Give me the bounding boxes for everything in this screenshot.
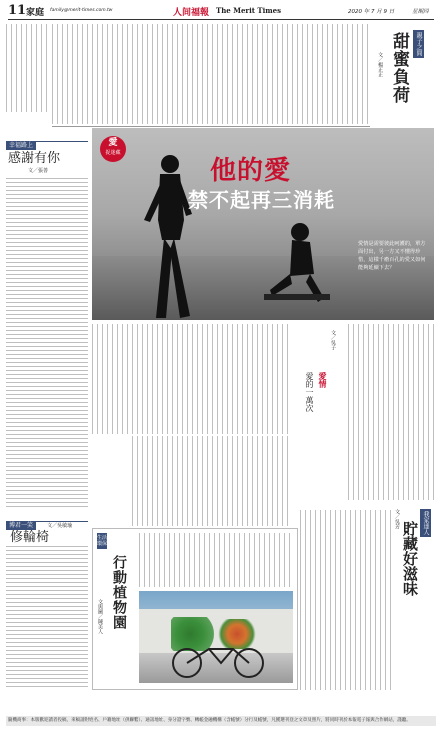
plant-feature-author: 文與圖／陳美人 (97, 599, 103, 634)
left-article-body (6, 178, 88, 508)
feature-badge (100, 136, 126, 162)
feature-photo (92, 128, 434, 320)
footer-notice: 隨機商事：本版歡迎讀者投稿，來稿請附姓名、戶籍地址（供聯繫）、通訊地址、身分證字號、轉帳金融機構（含帳號）分行及帳號，凡獲選刊登之文章及照片，將同時刊於本報電子報與合作網站，謹聽。 (8, 718, 411, 723)
mid-right-body (348, 324, 434, 500)
issue-weekday: 星期四 (412, 9, 429, 15)
bottom-left-article-tag: 博君一笑 文／吳敏瑜 (6, 512, 88, 522)
right-article-header (394, 505, 434, 685)
bottom-left-article-body (6, 546, 88, 688)
masthead-english: The Merit Times (216, 6, 282, 15)
mid-article-heading (296, 326, 344, 526)
issue-date: 2020 年 7 月 9 日 (348, 9, 395, 15)
plant-feature-box (92, 528, 298, 690)
mid-article-label: 愛情 (318, 372, 328, 388)
mid-article-author: 文／吳子 (330, 330, 336, 350)
feature-teaser: 愛情是需要彼此呵護的，單方面付出，另一方又不懂得珍惜，這樣千瘡百孔的愛又如何能夠延續下去？ (358, 241, 426, 271)
feature-headline-2: 禁不起再三消耗 (188, 188, 335, 212)
bottom-left-article-title: 修輪椅 (10, 530, 50, 545)
page-number: 11 (8, 3, 27, 18)
feature-badge-top: 愛 (108, 138, 118, 148)
top-article-title: 甜蜜負荷 (389, 32, 409, 104)
left-article-author: 文／張善 (28, 168, 49, 174)
left-top-column-text (6, 24, 48, 112)
right-article-author: 文／吳芳 (394, 509, 400, 529)
bottom-left-article-author: 文／吳敏瑜 (47, 523, 73, 529)
section-email: family@merit-times.com.tw (50, 8, 113, 13)
top-article-tag: 親子之間 (415, 32, 422, 56)
page-footer (6, 716, 436, 726)
top-article-rule (52, 126, 370, 127)
page-header (8, 5, 434, 20)
plant-feature-body (139, 533, 293, 587)
plant-photo (139, 591, 293, 683)
right-article-body (300, 510, 392, 690)
left-article-title: 感謝有你 (8, 151, 61, 166)
feature-badge-bottom: 捉迷藏 (105, 150, 121, 156)
right-article-tag: 我家達人 (422, 511, 429, 535)
top-article-header (375, 22, 435, 122)
mid-article-subtitle: 愛的一萬次 (305, 372, 314, 412)
man-silhouette (122, 150, 212, 320)
masthead-logo: 人间福報 (173, 8, 210, 18)
mid-left-body (92, 324, 290, 434)
top-article-author: 文／楊正正 (377, 52, 383, 77)
feature-headline-1: 他的愛 (210, 156, 292, 186)
left-article-tag: 幸福路上 (6, 132, 88, 142)
plant-tag: 生活 環保 (97, 535, 108, 547)
plant-feature-title: 行動植物園 (111, 555, 127, 630)
bicycle-icon (169, 643, 269, 679)
right-article-title: 貯藏好滋味 (401, 521, 419, 596)
woman-silhouette (262, 218, 332, 308)
section-name: 家庭 (26, 8, 45, 18)
top-article-body (52, 24, 370, 124)
mid-center-body (132, 436, 292, 526)
